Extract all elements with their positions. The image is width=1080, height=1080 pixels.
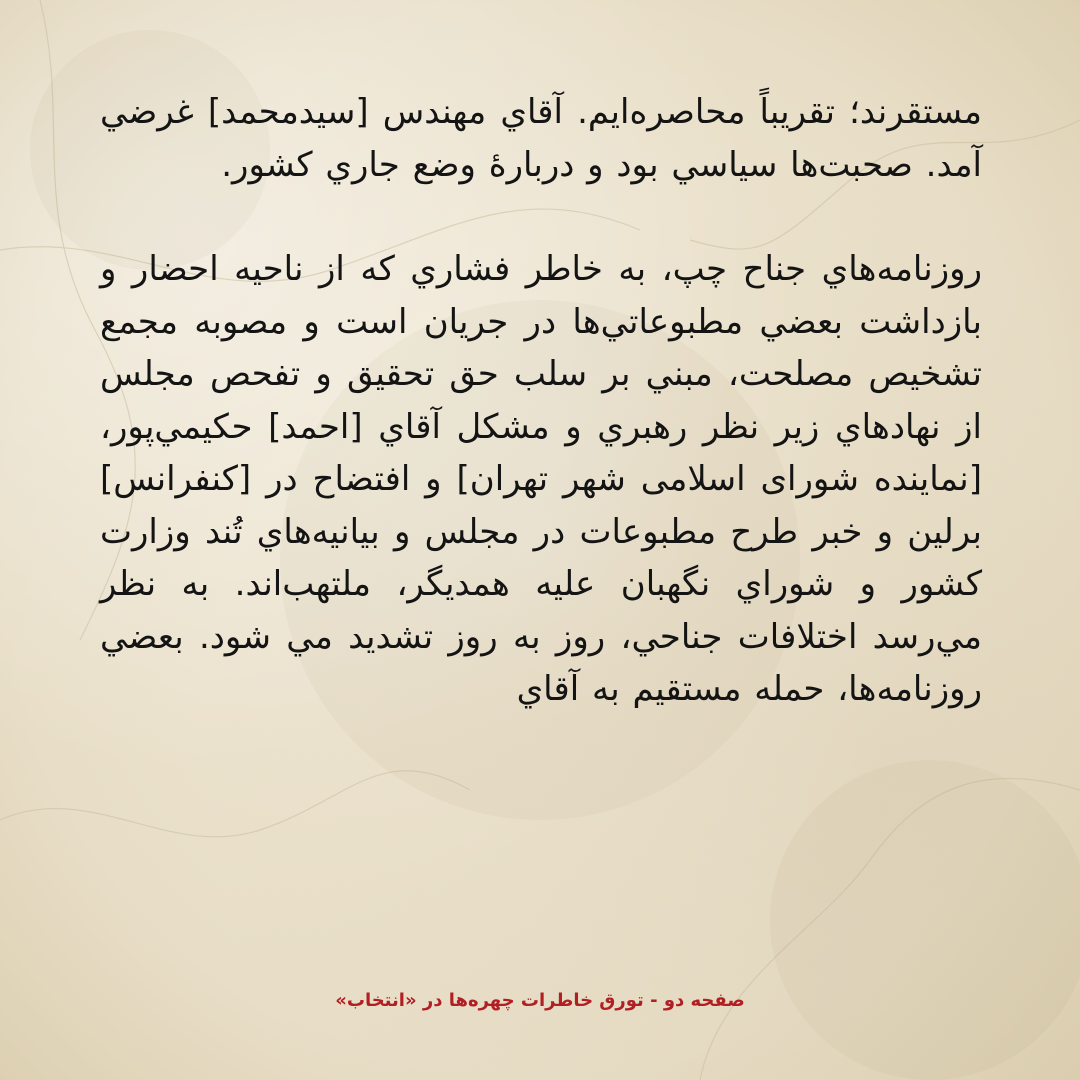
paragraph-spacer xyxy=(100,191,982,243)
article-paragraph-1: مستقرند؛ تقريباً محاصره‌ايم. آقاي مهندس [سيدمحمد] غرضي آمد. صحبت‌ها سياسي بود و دربارهٔ وضع جاري كشور. xyxy=(100,92,982,185)
article-body xyxy=(100,86,982,716)
article-paragraph-2: روزنامه‌هاي جناح چپ، به خاطر فشاري كه از ناحيه احضار و بازداشت بعضي مطبوعاتي‌ها در جريان است و مصوبه مجمع تشخيص مصلحت، مبني بر سلب حق تحقيق و تفحص مجلس از نهادهاي زير نظر رهبري و مشكل آقاي [احمد] حكيمي‌پور، [نماينده شوراى اسلامى شهر تهران] و افتضاح در [كنفرانس] برلين و خبر طرح مطبوعات در مجلس و بيانيه‌هاي تُند وزارت كشور و شوراي نگهبان عليه همديگر، ملتهب‌اند. به نظر مي‌رسد اختلافات جناحي، روز به روز تشديد مي شود. بعضي روزنامه‌ها، حمله مستقيم به آقاي xyxy=(100,249,982,709)
footer-caption: صفحه دو - تورق خاطرات چهره‌ها در «انتخاب» xyxy=(335,990,745,1011)
